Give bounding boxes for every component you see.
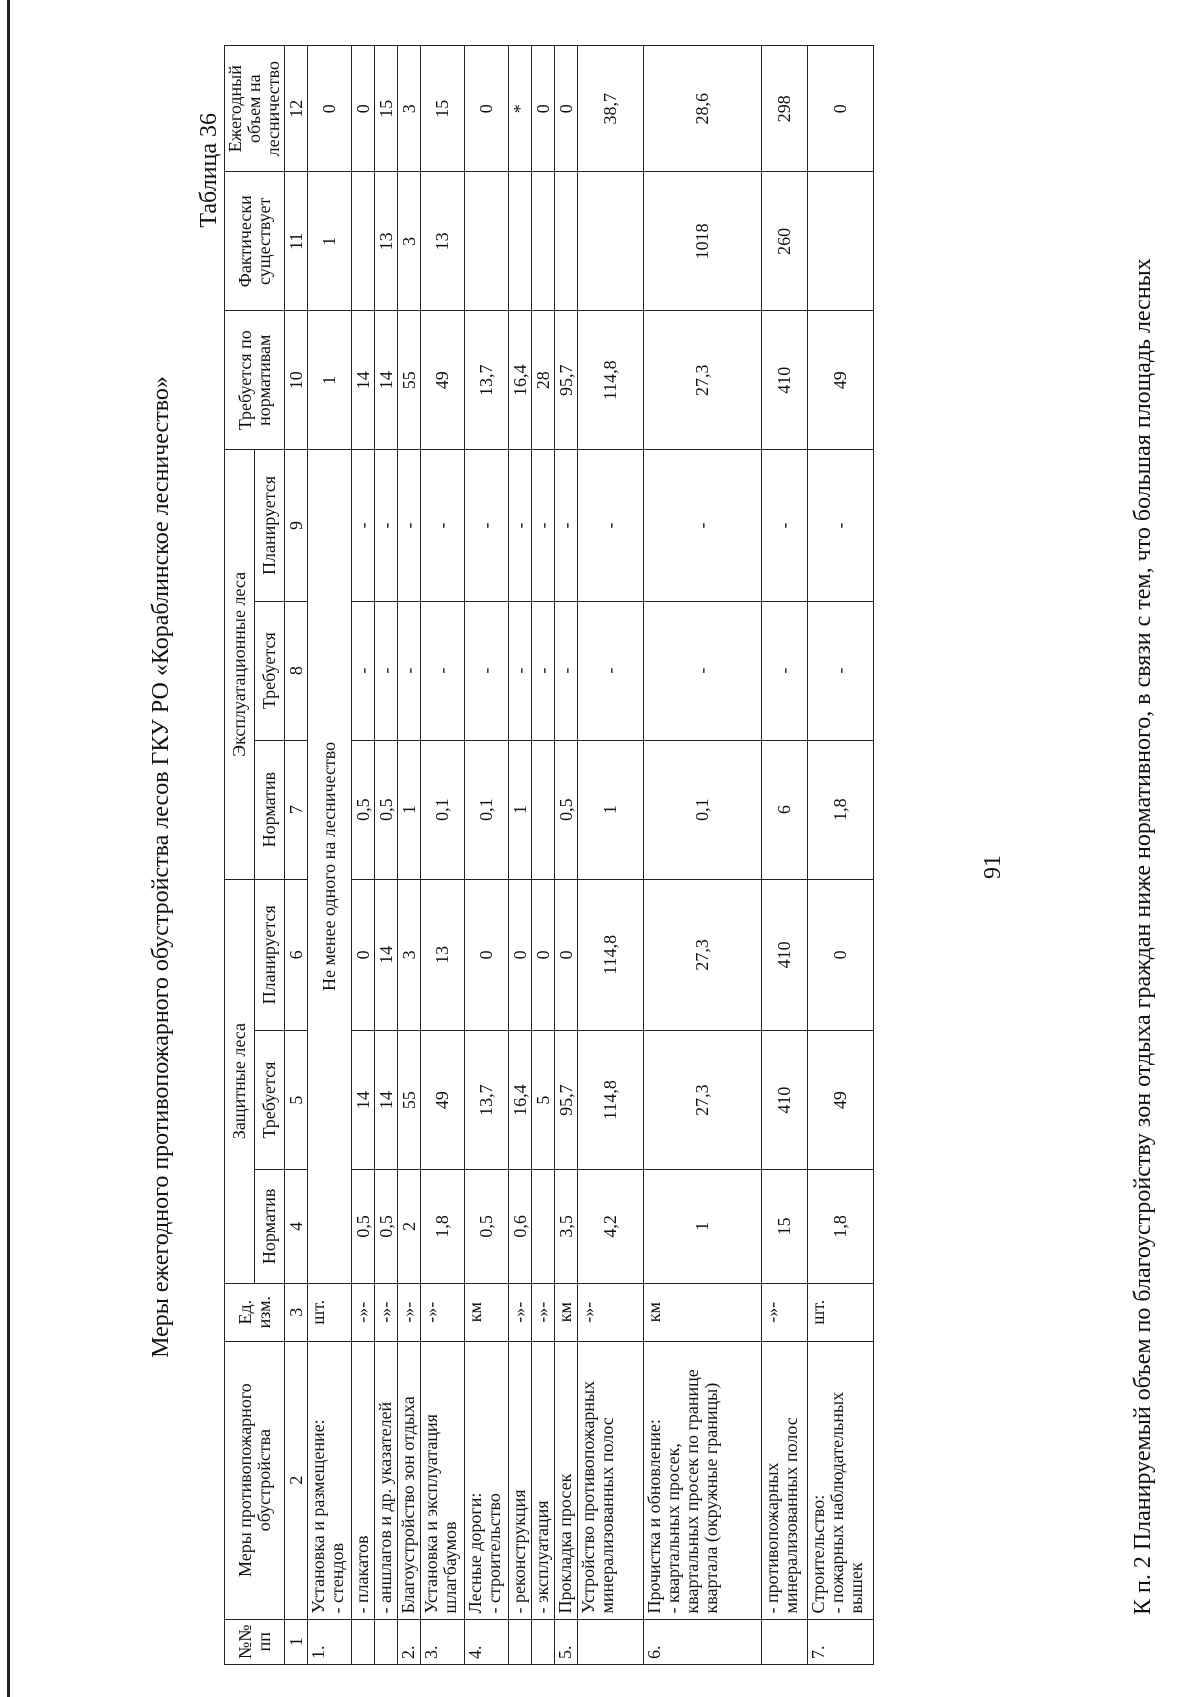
- cell-c4: 0,5: [352, 1170, 375, 1284]
- cell-c6: 0: [465, 879, 509, 1031]
- cell-c5: 49: [808, 1031, 874, 1170]
- cell-c9: -: [555, 450, 578, 602]
- cell-c4: 0,5: [465, 1170, 509, 1284]
- cell-measure: Строительство: - пожарных наблюдательных вышек: [808, 1341, 874, 1619]
- cell-unit: км: [644, 1283, 762, 1341]
- cell-unit: шт.: [808, 1283, 874, 1341]
- cell-c5: 27,3: [644, 1031, 762, 1170]
- cell-c8: -: [644, 601, 762, 740]
- cell-c7: 0,1: [465, 740, 509, 879]
- table-label: Таблица 36: [196, 113, 222, 228]
- col-number: 9: [285, 450, 308, 602]
- cell-unit: -»-: [398, 1283, 421, 1341]
- cell-measure: - эксплуатация: [532, 1341, 555, 1619]
- cell-c12: 0: [308, 46, 352, 172]
- cell-c7: 1: [578, 740, 644, 879]
- table-row: [375, 46, 398, 1665]
- cell-c4: [532, 1170, 555, 1284]
- cell-c11: 1018: [644, 172, 762, 311]
- cell-num: [375, 1619, 398, 1664]
- cell-c11: 3: [398, 172, 421, 311]
- cell-c10: 49: [421, 311, 465, 450]
- cell-c7: 1: [398, 740, 421, 879]
- cell-c6: 0: [808, 879, 874, 1031]
- cell-unit: -»-: [578, 1283, 644, 1341]
- cell-c10: 114,8: [578, 311, 644, 450]
- cell-c7: 1,8: [808, 740, 874, 879]
- cell-c4: 0,6: [509, 1170, 532, 1284]
- cell-measure: Прочистка и обновление: - квартальных просек, квартальных просек по границе квартала (окружные границы): [644, 1341, 762, 1619]
- cell-c5: 16,4: [509, 1031, 532, 1170]
- cell-c7: 0,1: [421, 740, 465, 879]
- cell-c4: 1: [644, 1170, 762, 1284]
- header-protective: Защитные леса: [225, 879, 255, 1283]
- header-prot-planned: Планируется: [255, 879, 285, 1031]
- cell-c5: 114,8: [578, 1031, 644, 1170]
- cell-num: [532, 1619, 555, 1664]
- cell-measure: Прокладка просек: [555, 1341, 578, 1619]
- footnote: К п. 2 Планируемый объем по благоустройству зон отдыха граждан ниже нормативного, в связи с тем, что большая площадь лесных: [1130, 258, 1156, 1615]
- column-number-row: [285, 46, 308, 1665]
- cell-num: [578, 1619, 644, 1664]
- cell-c11: [578, 172, 644, 311]
- cell-c5: 55: [398, 1031, 421, 1170]
- table-row: [644, 46, 762, 1665]
- cell-measure: Лесные дороги: - строительство: [465, 1341, 509, 1619]
- cell-c8: -: [352, 601, 375, 740]
- cell-c8: -: [762, 601, 808, 740]
- cell-num: 6.: [644, 1619, 762, 1664]
- cell-c8: -: [465, 601, 509, 740]
- cell-c8: -: [375, 601, 398, 740]
- cell-num: [509, 1619, 532, 1664]
- cell-c12: *: [509, 46, 532, 172]
- cell-c7: 6: [762, 740, 808, 879]
- table-row: [555, 46, 578, 1665]
- cell-unit: -»-: [532, 1283, 555, 1341]
- cell-c12: 0: [465, 46, 509, 172]
- cell-c10: 16,4: [509, 311, 532, 450]
- cell-c9: -: [532, 450, 555, 602]
- cell-unit: шт.: [308, 1283, 352, 1341]
- col-number: 11: [285, 172, 308, 311]
- cell-c8: -: [532, 601, 555, 740]
- fire-measures-table: [224, 45, 874, 1665]
- cell-c9: -: [644, 450, 762, 602]
- cell-unit: -»-: [762, 1283, 808, 1341]
- header-expl-planned: Планируется: [255, 450, 285, 602]
- cell-c8: -: [578, 601, 644, 740]
- col-number: 3: [285, 1283, 308, 1341]
- cell-c12: 0: [532, 46, 555, 172]
- cell-c4: 15: [762, 1170, 808, 1284]
- cell-unit: -»-: [375, 1283, 398, 1341]
- cell-c12: 15: [375, 46, 398, 172]
- header-prot-norm: Норматив: [255, 1170, 285, 1284]
- cell-c6: 114,8: [578, 879, 644, 1031]
- cell-c12: 0: [808, 46, 874, 172]
- header-row-1: [225, 46, 255, 1665]
- cell-c11: 260: [762, 172, 808, 311]
- cell-c10: 28: [532, 311, 555, 450]
- col-number: 5: [285, 1031, 308, 1170]
- cell-c6: 410: [762, 879, 808, 1031]
- cell-c11: 13: [375, 172, 398, 311]
- cell-c6: 13: [421, 879, 465, 1031]
- cell-c9: -: [465, 450, 509, 602]
- cell-c9: -: [352, 450, 375, 602]
- cell-c5: 95,7: [555, 1031, 578, 1170]
- cell-c10: 14: [375, 311, 398, 450]
- cell-c9: -: [509, 450, 532, 602]
- cell-c5: 49: [421, 1031, 465, 1170]
- header-expl-norm: Норматив: [255, 740, 285, 879]
- cell-c5: 410: [762, 1031, 808, 1170]
- header-measure: Меры противопожарного обустройства: [225, 1341, 285, 1619]
- cell-num: 3.: [421, 1619, 465, 1664]
- cell-c12: 15: [421, 46, 465, 172]
- cell-measure: - аншлагов и др. указателей: [375, 1341, 398, 1619]
- table-row: [398, 46, 421, 1665]
- header-required-norm: Требуется по нормативам: [225, 311, 285, 450]
- cell-num: 5.: [555, 1619, 578, 1664]
- cell-c7: 0,5: [352, 740, 375, 879]
- cell-c10: 95,7: [555, 311, 578, 450]
- cell-measure: Установка и размещение: - стендов: [308, 1341, 352, 1619]
- cell-c10: 14: [352, 311, 375, 450]
- cell-c6: 3: [398, 879, 421, 1031]
- header-annual: Ежегодный объем на лесничество: [225, 46, 285, 172]
- cell-c12: 298: [762, 46, 808, 172]
- cell-c6: 0: [509, 879, 532, 1031]
- cell-measure: - плакатов: [352, 1341, 375, 1619]
- cell-unit: км: [465, 1283, 509, 1341]
- cell-num: 2.: [398, 1619, 421, 1664]
- cell-c12: 28,6: [644, 46, 762, 172]
- cell-c10: 410: [762, 311, 808, 450]
- page-number: 91: [980, 855, 1006, 879]
- cell-c10: 27,3: [644, 311, 762, 450]
- cell-c12: 38,7: [578, 46, 644, 172]
- header-unit: Ед. изм.: [225, 1283, 285, 1341]
- table-row: [421, 46, 465, 1665]
- cell-c8: -: [421, 601, 465, 740]
- table-row: [808, 46, 874, 1665]
- cell-c10: 1: [308, 311, 352, 450]
- cell-c4: 1,8: [808, 1170, 874, 1284]
- cell-c5: 14: [352, 1031, 375, 1170]
- cell-measure: - противопожарных минерализованных полос: [762, 1341, 808, 1619]
- cell-c7: 0,5: [555, 740, 578, 879]
- cell-c4: 0,5: [375, 1170, 398, 1284]
- cell-c11: [555, 172, 578, 311]
- col-number: 1: [285, 1619, 308, 1664]
- rotated-page: [0, 37, 1200, 1697]
- cell-c9: -: [808, 450, 874, 602]
- cell-c10: 13,7: [465, 311, 509, 450]
- cell-c7: 0,5: [375, 740, 398, 879]
- table-row: [762, 46, 808, 1665]
- cell-c8: -: [555, 601, 578, 740]
- cell-unit: -»-: [509, 1283, 532, 1341]
- cell-c9: -: [398, 450, 421, 602]
- cell-c6: 0: [555, 879, 578, 1031]
- cell-c10: 55: [398, 311, 421, 450]
- col-number: 4: [285, 1170, 308, 1284]
- col-number: 7: [285, 740, 308, 879]
- cell-c10: 49: [808, 311, 874, 450]
- cell-c5: 13,7: [465, 1031, 509, 1170]
- cell-num: [762, 1619, 808, 1664]
- table-row: [465, 46, 509, 1665]
- col-number: 2: [285, 1341, 308, 1619]
- table-row: [509, 46, 532, 1665]
- cell-c7: 0,1: [644, 740, 762, 879]
- cell-notice: Не менее одного на лесничество: [308, 450, 352, 1283]
- cell-c6: 0: [532, 879, 555, 1031]
- cell-c6: 14: [375, 879, 398, 1031]
- table-row: [578, 46, 644, 1665]
- header-prot-required: Требуется: [255, 1031, 285, 1170]
- cell-measure: Благоустройство зон отдыха: [398, 1341, 421, 1619]
- cell-c5: 5: [532, 1031, 555, 1170]
- col-number: 12: [285, 46, 308, 172]
- table-row: [352, 46, 375, 1665]
- col-number: 8: [285, 601, 308, 740]
- cell-c11: [808, 172, 874, 311]
- cell-c9: -: [421, 450, 465, 602]
- cell-c4: 1,8: [421, 1170, 465, 1284]
- cell-num: [352, 1619, 375, 1664]
- cell-c8: -: [808, 601, 874, 740]
- header-num: №№ пп: [225, 1619, 285, 1664]
- cell-c9: -: [375, 450, 398, 602]
- cell-c11: [532, 172, 555, 311]
- cell-c9: -: [762, 450, 808, 602]
- table-body: [308, 46, 874, 1665]
- cell-c12: 3: [398, 46, 421, 172]
- cell-c8: -: [509, 601, 532, 740]
- col-number: 10: [285, 311, 308, 450]
- cell-c6: 0: [352, 879, 375, 1031]
- cell-c7: 1: [509, 740, 532, 879]
- cell-c7: [532, 740, 555, 879]
- cell-c12: 0: [555, 46, 578, 172]
- cell-c4: 2: [398, 1170, 421, 1284]
- header-expl-required: Требуется: [255, 601, 285, 740]
- cell-c8: -: [398, 601, 421, 740]
- cell-c9: -: [578, 450, 644, 602]
- cell-num: 1.: [308, 1619, 352, 1664]
- cell-c11: [352, 172, 375, 311]
- cell-c11: 13: [421, 172, 465, 311]
- header-exploitation: Эксплуатационные леса: [225, 450, 255, 879]
- cell-num: 7.: [808, 1619, 874, 1664]
- cell-c11: 1: [308, 172, 352, 311]
- cell-c11: [509, 172, 532, 311]
- cell-num: 4.: [465, 1619, 509, 1664]
- cell-unit: -»-: [352, 1283, 375, 1341]
- cell-c6: 27,3: [644, 879, 762, 1031]
- cell-c4: 3,5: [555, 1170, 578, 1284]
- col-number: 6: [285, 879, 308, 1031]
- cell-unit: -»-: [421, 1283, 465, 1341]
- cell-unit: км: [555, 1283, 578, 1341]
- cell-c11: [465, 172, 509, 311]
- header-actual: Фактически существует: [225, 172, 285, 311]
- cell-measure: Установка и эксплуатация шлагбаумов: [421, 1341, 465, 1619]
- document-title: Меры ежегодного противопожарного обустройства лесов ГКУ РО «Кораблинское лесничество»: [148, 376, 174, 1358]
- cell-c5: 14: [375, 1031, 398, 1170]
- table-row: [308, 46, 352, 1665]
- cell-measure: - реконструкция: [509, 1341, 532, 1619]
- table-row: [532, 46, 555, 1665]
- cell-measure: Устройство противопожарных минерализованных полос: [578, 1341, 644, 1619]
- cell-c12: 0: [352, 46, 375, 172]
- cell-c4: 4,2: [578, 1170, 644, 1284]
